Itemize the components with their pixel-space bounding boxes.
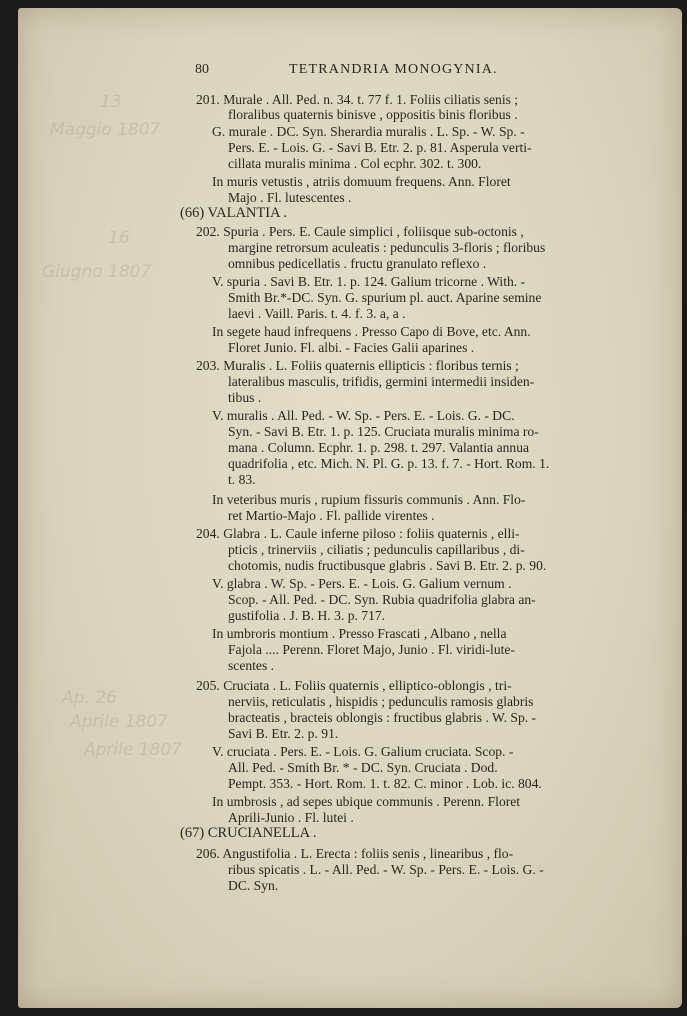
marginal-note: Maggio 1807 [50,120,161,140]
marginal-note: Aprile 1807 [70,712,168,732]
text-line: pticis , trinerviis , ciliatis ; pedunculis capillaribus , di- [228,542,525,557]
text-line: 204. Glabra . L. Caule inferne piloso : foliis quaternis , elli- [196,526,520,541]
text-line: quadrifolia , etc. Mich. N. Pl. G. p. 13. f. 7. - Hort. Rom. 1. [228,456,550,471]
text-line: In veteribus muris , rupium fissuris communis . Ann. Flo- [212,492,526,507]
text-line: gustifolia . J. B. H. 3. p. 717. [228,608,386,623]
text-line: 202. Spuria . Pers. E. Caule simplici , foliisque sub-octonis , [196,224,524,239]
text-line: V. muralis . All. Ped. - W. Sp. - Pers. E. - Lois. G. - DC. [212,408,515,423]
text-line: In umbroris montium . Presso Frascati , Albano , nella [212,626,507,641]
text-line: floralibus quaternis binisve , oppositis binis floribus . [228,107,518,122]
text-line: nerviis, reticulatis , hispidis ; pedunculis ramosis glabris [228,694,534,709]
text-line: In segete haud infrequens . Presso Capo di Bove, etc. Ann. [212,324,531,339]
text-line: V. glabra . W. Sp. - Pers. E. - Lois. G. Galium vernum . [212,576,512,591]
text-line: In muris vetustis , atriis domuum frequens. Ann. Floret [212,174,511,189]
text-line: tibus . [228,390,262,405]
text-line: margine retrorsum aculeatis : pedunculis 3-floris ; floribus [228,240,546,255]
text-line: bracteatis , bracteis oblongis : fructibus glabris . W. Sp. - [228,710,537,725]
genus-heading: (66) VALANTIA . [180,205,288,221]
text-line: Pempt. 353. - Hort. Rom. 1. t. 82. C. minor . Lob. ic. 804. [228,776,542,791]
text-line: V. cruciata . Pers. E. - Lois. G. Galium cruciata. Scop. - [212,744,514,759]
marginal-note: 13 [100,92,122,112]
text-line: 203. Muralis . L. Foliis quaternis ellipticis : floribus ternis ; [196,358,519,373]
text-line: Pers. E. - Lois. G. - Savi B. Etr. 2. p. 81. Asperula verti- [228,140,532,155]
text-line: omnibus pedicellatis . fructu granulato reflexo . [228,256,487,271]
text-line: 201. Murale . All. Ped. n. 34. t. 77 f. 1. Foliis ciliatis senis ; [196,92,519,107]
text-line: ribus spicatis . L. - All. Ped. - W. Sp. - Pers. E. - Lois. G. - [228,862,544,877]
text-line: DC. Syn. [228,878,279,893]
marginal-note: Ap. 26 [62,688,117,708]
page-number: 80 [195,62,209,77]
text-line: In umbrosis , ad sepes ubique communis . Perenn. Floret [212,794,521,809]
text-line: Aprili-Junio . Fl. lutei . [228,810,354,825]
text-line: lateralibus masculis, trifidis, germini intermedii insiden- [228,374,535,389]
text-line: V. spuria . Savi B. Etr. 1. p. 124. Galium tricorne . With. - [212,274,526,289]
marginal-note: Aprile 1807 [84,740,182,760]
text-line: Smith Br.*-DC. Syn. G. spurium pl. auct. Aparine semine [228,290,542,305]
genus-heading: (67) CRUCIANELLA . [180,825,317,841]
text-line: 205. Cruciata . L. Foliis quaternis , elliptico-oblongis , tri- [196,678,512,693]
marginal-note: 16 [108,228,130,248]
text-line: Syn. - Savi B. Etr. 1. p. 125. Cruciata muralis minima ro- [228,424,539,439]
text-line: laevi . Vaill. Paris. t. 4. f. 3. a, a . [228,306,406,321]
marginal-note: Giugno 1807 [42,262,152,282]
text-line: ret Martio-Majo . Fl. pallide virentes . [228,508,435,523]
text-line: Majo . Fl. lutescentes . [228,190,352,205]
text-line: cillata muralis minima . Col ecphr. 302. t. 300. [228,156,482,171]
text-line: Floret Junio. Fl. albi. - Facies Galii aparines . [228,340,475,355]
text-line: G. murale . DC. Syn. Sherardia muralis . L. Sp. - W. Sp. - [212,124,525,139]
text-line: mana . Column. Ecphr. 1. p. 298. t. 297. Valantia annua [228,440,530,455]
text-line: Fajola .... Perenn. Floret Majo, Junio . Fl. viridi-lute- [228,642,515,657]
text-line: chotomis, nudis fructibusque glabris . Savi B. Etr. 2. p. 90. [228,558,547,573]
text-line: Savi B. Etr. 2. p. 91. [228,726,339,741]
header-title: TETRANDRIA MONOGYNIA. [289,62,498,77]
text-line: 206. Angustifolia . L. Erecta : foliis senis , linearibus , flo- [196,846,514,861]
text-line: scentes . [228,658,275,673]
text-line: t. 83. [228,472,256,487]
text-line: Scop. - All. Ped. - DC. Syn. Rubia quadrifolia glabra an- [228,592,536,607]
text-line: All. Ped. - Smith Br. * - DC. Syn. Cruciata . Dod. [228,760,498,775]
